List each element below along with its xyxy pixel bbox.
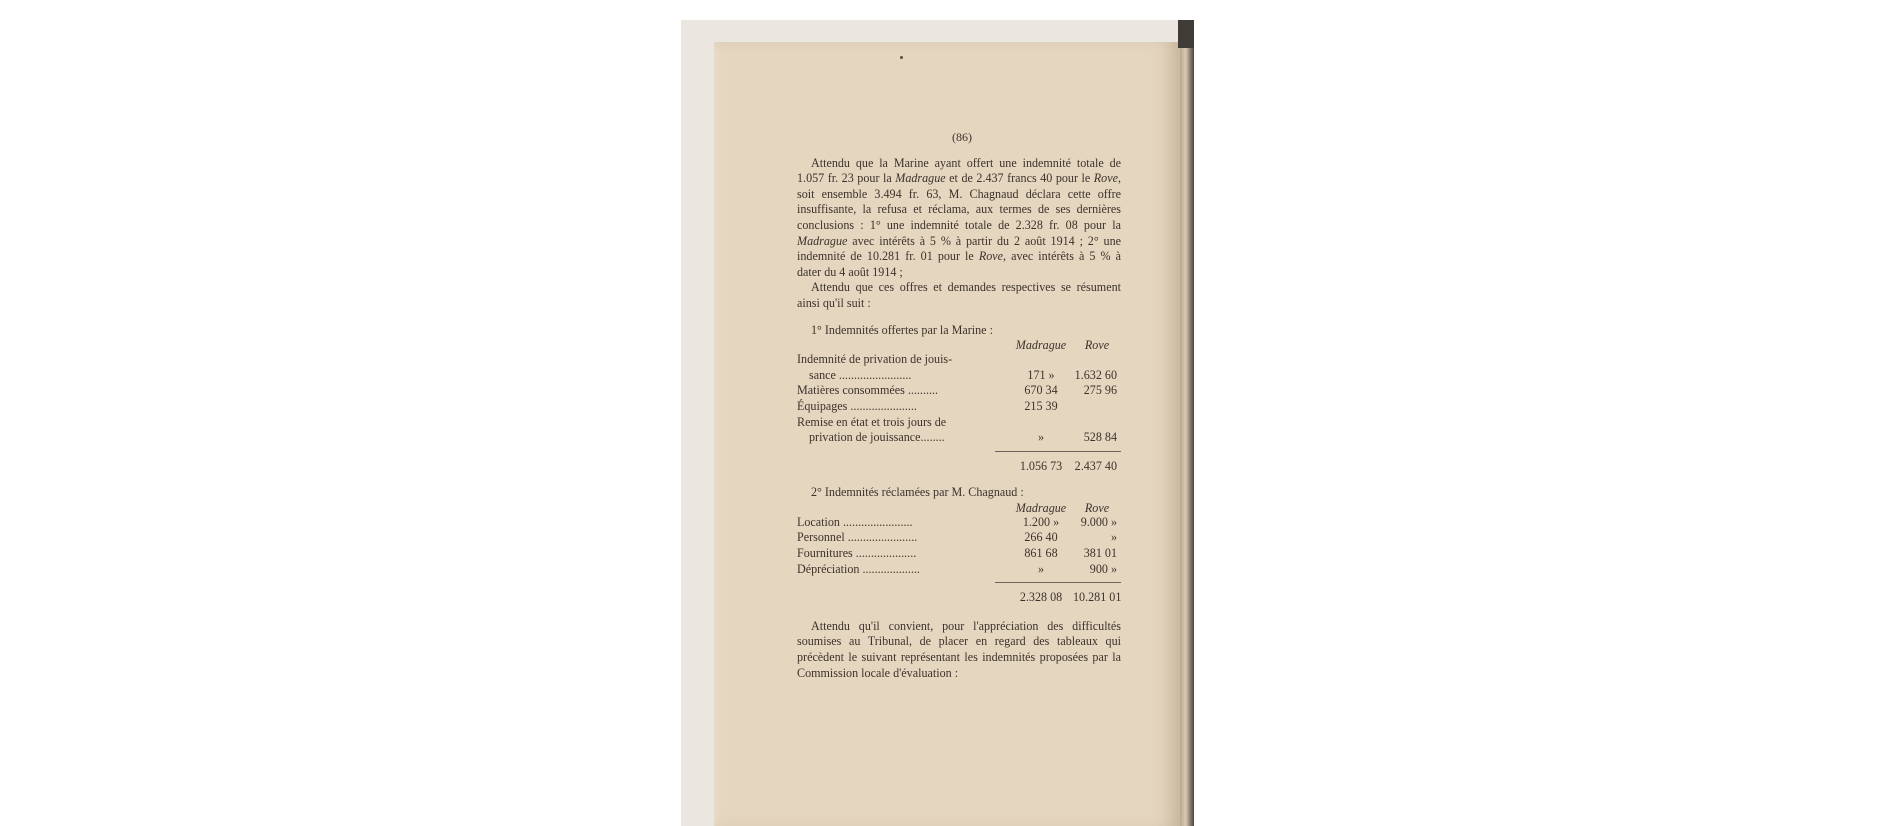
book-spine-shadow bbox=[1178, 20, 1194, 48]
row-label: Matières consommées .......... bbox=[797, 383, 939, 398]
table2-row bbox=[797, 546, 1121, 562]
table2-row bbox=[797, 530, 1121, 546]
paragraph-offer bbox=[797, 156, 1121, 281]
total-rule bbox=[995, 451, 1121, 452]
row-label: Personnel ....................... bbox=[797, 530, 918, 545]
total-rove: 2.437 40 bbox=[1074, 458, 1117, 473]
table2-column-headers bbox=[797, 501, 1121, 515]
table1-column-headers bbox=[797, 338, 1121, 352]
row-label: privation de jouissance........ bbox=[809, 430, 945, 445]
text-run: , avec intérêts à 5 % à dater du 4 août 1914 ; bbox=[797, 249, 1121, 279]
value-rove: 381 01 bbox=[1083, 546, 1117, 561]
row-label: Dépréciation ................... bbox=[797, 561, 920, 576]
value-madrague: 171 » bbox=[1027, 367, 1055, 382]
value-rove: 900 » bbox=[1089, 561, 1117, 576]
table2-row bbox=[797, 515, 1121, 531]
value-rove: 528 84 bbox=[1083, 430, 1117, 445]
value-madrague: 670 34 bbox=[1024, 383, 1058, 398]
emphasis-madrague: Madrague bbox=[895, 171, 946, 186]
value-madrague: 215 39 bbox=[1024, 398, 1058, 413]
row-label: Indemnité de privation de jouis- bbox=[797, 352, 953, 367]
table2-heading: 2° Indemnités réclamées par M. Chagnaud : bbox=[811, 485, 1024, 500]
row-label: Remise en état et trois jours de bbox=[797, 414, 947, 429]
value-rove: 1.632 60 bbox=[1074, 367, 1117, 382]
text-run: , soit ensemble 3.494 fr. 63, M. Chagnaud déclara cette offre insuffisante, la refusa et réclama, aux termes de ses dernières conclusions : 1° une indemnité totale de 2.328 fr. 08 pour la bbox=[797, 171, 1121, 232]
table1-row bbox=[797, 383, 1121, 399]
emphasis-rove: Rove bbox=[1093, 171, 1118, 186]
table1-heading: 1° Indemnités offertes par la Marine : bbox=[811, 322, 993, 337]
text-run: Attendu que la Marine ayant offert une indemnité totale de 1.057 fr. 23 pour la bbox=[797, 155, 1121, 186]
value-rove: » bbox=[1110, 530, 1117, 545]
total-rule bbox=[995, 582, 1121, 583]
table1-row bbox=[797, 415, 1121, 446]
value-madrague: 266 40 bbox=[1024, 530, 1058, 545]
column-rove: Rove bbox=[1084, 338, 1110, 353]
value-rove: 9.000 » bbox=[1080, 514, 1117, 529]
emphasis-rove: Rove bbox=[978, 249, 1004, 264]
table2-row bbox=[797, 562, 1121, 578]
value-madrague: 861 68 bbox=[1024, 546, 1058, 561]
table1-row bbox=[797, 352, 1121, 383]
page-text bbox=[797, 130, 1121, 681]
emphasis-madrague: Madrague bbox=[797, 233, 848, 248]
table1-total-row bbox=[797, 459, 1121, 475]
row-label: sance ........................ bbox=[809, 367, 912, 382]
column-madrague: Madrague bbox=[1015, 338, 1067, 353]
value-madrague: » bbox=[1037, 430, 1045, 445]
text-run: et de 2.437 francs 40 pour le bbox=[945, 171, 1094, 186]
table1-row bbox=[797, 399, 1121, 415]
value-madrague: » bbox=[1037, 561, 1045, 576]
value-rove: 275 96 bbox=[1083, 383, 1117, 398]
total-rove: 10.281 01 bbox=[1073, 590, 1122, 605]
text-run: avec intérêts à 5 % à partir du 2 août 1914 ; 2° une indemnité de 10.281 fr. 01 pour le bbox=[797, 233, 1121, 264]
ink-speck bbox=[900, 56, 903, 59]
total-madrague: 1.056 73 bbox=[1019, 458, 1063, 473]
book-spine bbox=[1180, 20, 1194, 826]
column-madrague: Madrague bbox=[1015, 500, 1067, 515]
row-label: Fournitures .................... bbox=[797, 546, 917, 561]
table2-total-row bbox=[797, 590, 1121, 606]
row-label: Location ....................... bbox=[797, 514, 913, 529]
paragraph-summary: Attendu que ces offres et demandes respectives se résument ainsi qu'il suit : bbox=[797, 280, 1121, 310]
column-rove: Rove bbox=[1084, 500, 1110, 515]
value-madrague: 1.200 » bbox=[1022, 514, 1060, 529]
total-madrague: 2.328 08 bbox=[1019, 590, 1063, 605]
row-label: Équipages ...................... bbox=[797, 398, 917, 413]
paragraph-commission: Attendu qu'il convient, pour l'appréciation des difficultés soumises au Tribunal, de placer en regard des tableaux qui précèdent le suivant représentant les indemnités proposées par la Commission locale d'évaluation : bbox=[797, 618, 1121, 680]
page-number: (86) bbox=[952, 130, 972, 144]
